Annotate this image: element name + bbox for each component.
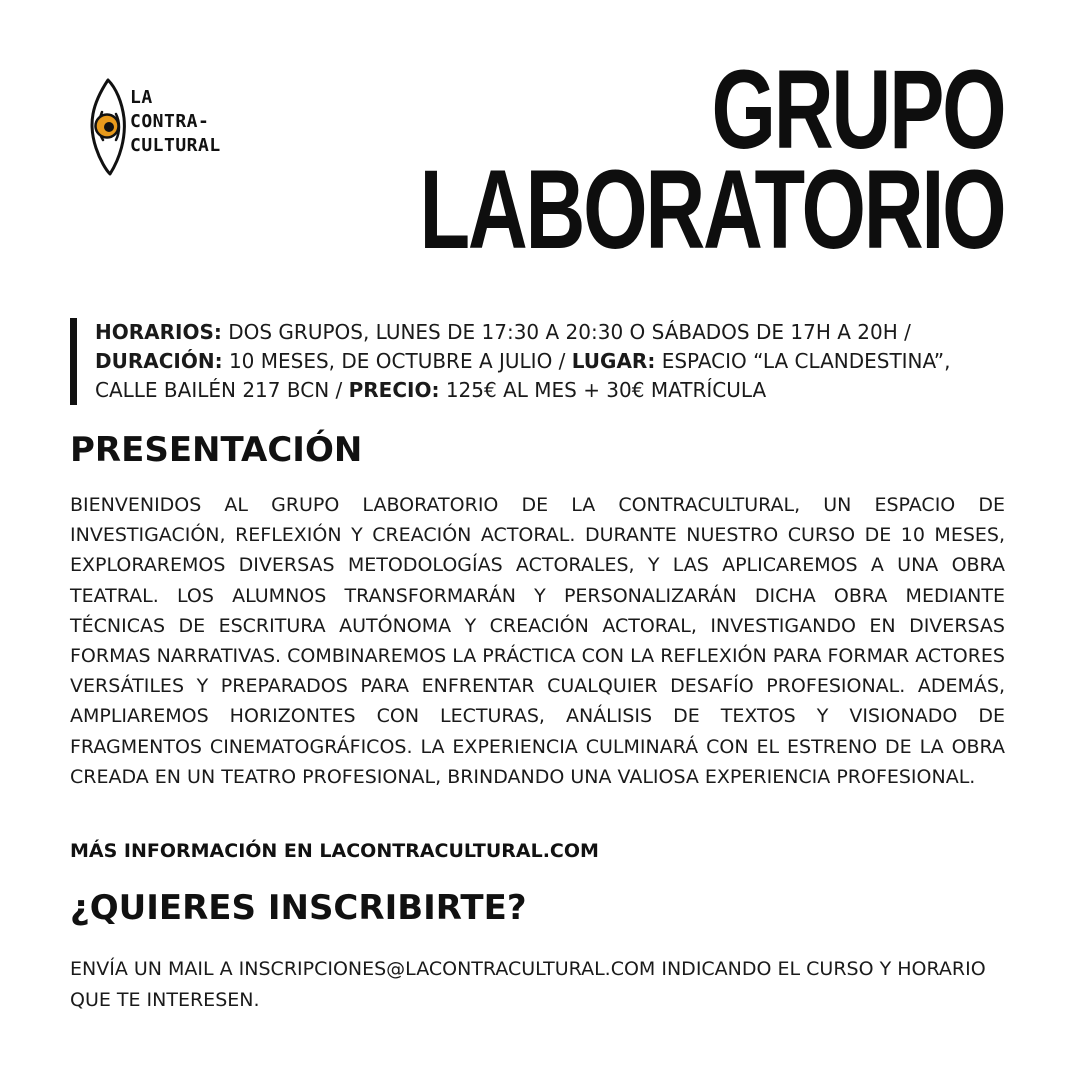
info-row-1 — [95, 318, 1030, 347]
info-row-2 — [95, 347, 1030, 376]
lugar-label: LUGAR: — [571, 349, 656, 373]
title-line-2: LABORATORIO — [419, 147, 1004, 272]
page-title — [419, 47, 1004, 272]
precio-label: PRECIO: — [348, 378, 440, 402]
horarios-value: DOS GRUPOS, LUNES DE 17:30 A 20:30 O SÁBADOS DE 17H A 20H / — [228, 320, 911, 344]
more-info-link[interactable]: MÁS INFORMACIÓN EN LACONTRACULTURAL.COM — [70, 840, 599, 862]
logo-wordmark — [130, 86, 221, 158]
inscripcion-heading: ¿QUIERES INSCRIBIRTE? — [70, 888, 527, 928]
title-line-1: GRUPO — [711, 47, 1004, 172]
direccion: CALLE BAILÉN 217 BCN / — [95, 378, 343, 402]
inscripcion-body: ENVÍA UN MAIL A INSCRIPCIONES@LACONTRACULTURAL.COM INDICANDO EL CURSO Y HORARIO QUE TE INTERESEN. — [70, 958, 986, 1011]
horarios-label: HORARIOS: — [95, 320, 222, 344]
info-row-3 — [95, 376, 1030, 405]
logo-line-1: LA — [130, 87, 153, 108]
precio-value: 125€ AL MES + 30€ MATRÍCULA — [445, 378, 767, 402]
presentacion-heading: PRESENTACIÓN — [70, 430, 363, 470]
logo-line-2: CONTRA- — [130, 111, 210, 132]
presentacion-body: BIENVENIDOS AL GRUPO LABORATORIO DE LA CONTRACULTURAL, UN ESPACIO DE INVESTIGACIÓN, REFLEXIÓN Y CREACIÓN ACTORAL. DURANTE NUESTRO CURSO DE 10 MESES, EXPLORAREMOS DIVERSAS METODOLOGÍAS ACTORALES, Y LAS APLICAREMOS A UNA OBRA TEATRAL. LOS ALUMNOS TRANSFORMARÁN Y PERSONALIZARÁN DICHA OBRA MEDIANTE TÉCNICAS DE ESCRITURA AUTÓNOMA Y CREACIÓN ACTORAL, INVESTIGANDO EN DIVERSAS FORMAS NARRATIVAS. COMBINAREMOS LA PRÁCTICA CON LA REFLEXIÓN PARA FORMAR ACTORES VERSÁTILES Y PREPARADOS PARA ENFRENTAR CUALQUIER DESAFÍO PROFESIONAL. ADEMÁS, AMPLIAREMOS HORIZONTES CON LECTURAS, ANÁLISIS DE TEXTOS Y VISIONADO DE FRAGMENTOS CINEMATOGRÁFICOS. LA EXPERIENCIA CULMINARÁ CON EL ESTRENO DE LA OBRA CREADA EN UN TEATRO PROFESIONAL, BRINDANDO UNA VALIOSA EXPERIENCIA PROFESIONAL. — [70, 494, 1005, 788]
duracion-label: DURACIÓN: — [95, 349, 223, 373]
course-info — [70, 318, 1030, 405]
logo-line-3: CULTURAL — [130, 135, 221, 156]
eye-icon — [86, 78, 130, 176]
brand-logo — [86, 78, 226, 176]
duracion-value: 10 MESES, DE OCTUBRE A JULIO / — [228, 349, 566, 373]
lugar-value: ESPACIO “LA CLANDESTINA”, — [661, 349, 951, 373]
